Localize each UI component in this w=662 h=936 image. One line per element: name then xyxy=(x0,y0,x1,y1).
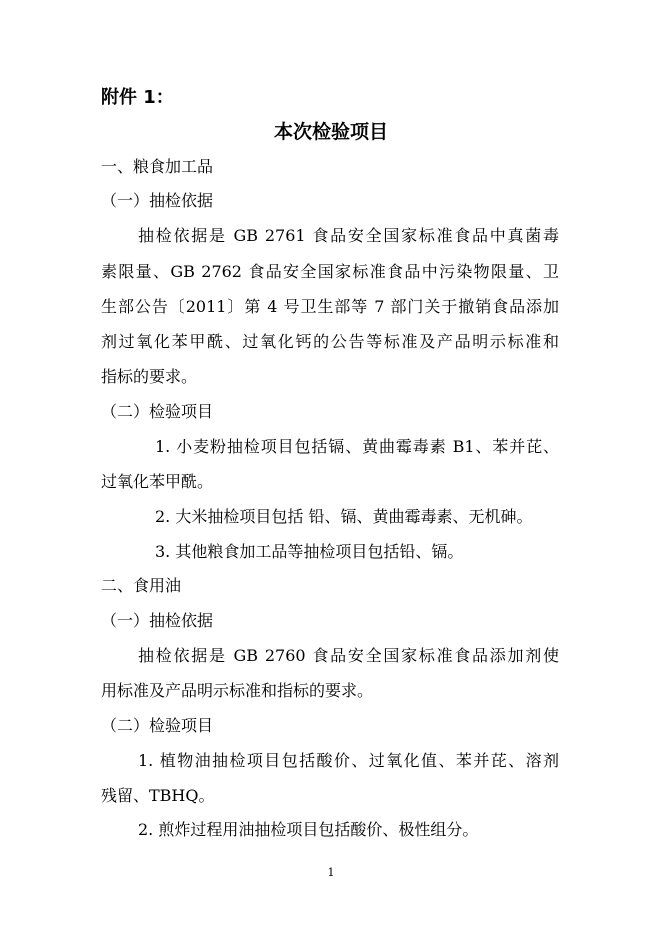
document-title: 本次检验项目 xyxy=(273,121,388,143)
list-item: 1. 小麦粉抽检项目包括镉、黄曲霉毒素 B1、苯并芘、 xyxy=(155,437,559,456)
subsection-heading-basis: （一）抽检依据 xyxy=(101,191,214,210)
list-item-continuation: 过氧化苯甲酰。 xyxy=(101,472,214,491)
paragraph-line: 指标的要求。 xyxy=(101,367,198,386)
paragraph-line: 抽检依据是 GB 2761 食品安全国家标准食品中真菌毒 xyxy=(138,226,559,245)
list-item: 3. 其他粮食加工品等抽检项目包括铅、镉。 xyxy=(155,542,464,561)
paragraph-line: 用标准及产品明示标准和指标的要求。 xyxy=(101,681,374,700)
list-item-continuation: 残留、TBHQ。 xyxy=(101,786,215,805)
list-item: 2. 煎炸过程用油抽检项目包括酸价、极性组分。 xyxy=(138,820,479,839)
subsection-heading-basis: （一）抽检依据 xyxy=(101,611,214,630)
paragraph-line: 生部公告〔2011〕第 4 号卫生部等 7 部门关于撤销食品添加 xyxy=(101,297,559,316)
paragraph-line: 剂过氧化苯甲酰、过氧化钙的公告等标准及产品明示标准和 xyxy=(101,332,559,351)
attachment-label: 附件 1： xyxy=(101,87,174,108)
subsection-heading-items: （二）检验项目 xyxy=(101,716,214,735)
page-number: 1 xyxy=(327,866,335,879)
list-item: 2. 大米抽检项目包括 铅、镉、黄曲霉毒素、无机砷。 xyxy=(155,507,533,526)
section-heading-grain: 一、粮食加工品 xyxy=(101,157,214,176)
paragraph-line: 素限量、GB 2762 食品安全国家标准食品中污染物限量、卫 xyxy=(101,262,559,281)
list-item: 1. 植物油抽检项目包括酸价、过氧化值、苯并芘、溶剂 xyxy=(138,751,559,770)
paragraph-line: 抽检依据是 GB 2760 食品安全国家标准食品添加剂使 xyxy=(138,646,559,665)
section-heading-oil: 二、食用油 xyxy=(101,576,182,595)
subsection-heading-items: （二）检验项目 xyxy=(101,402,214,421)
